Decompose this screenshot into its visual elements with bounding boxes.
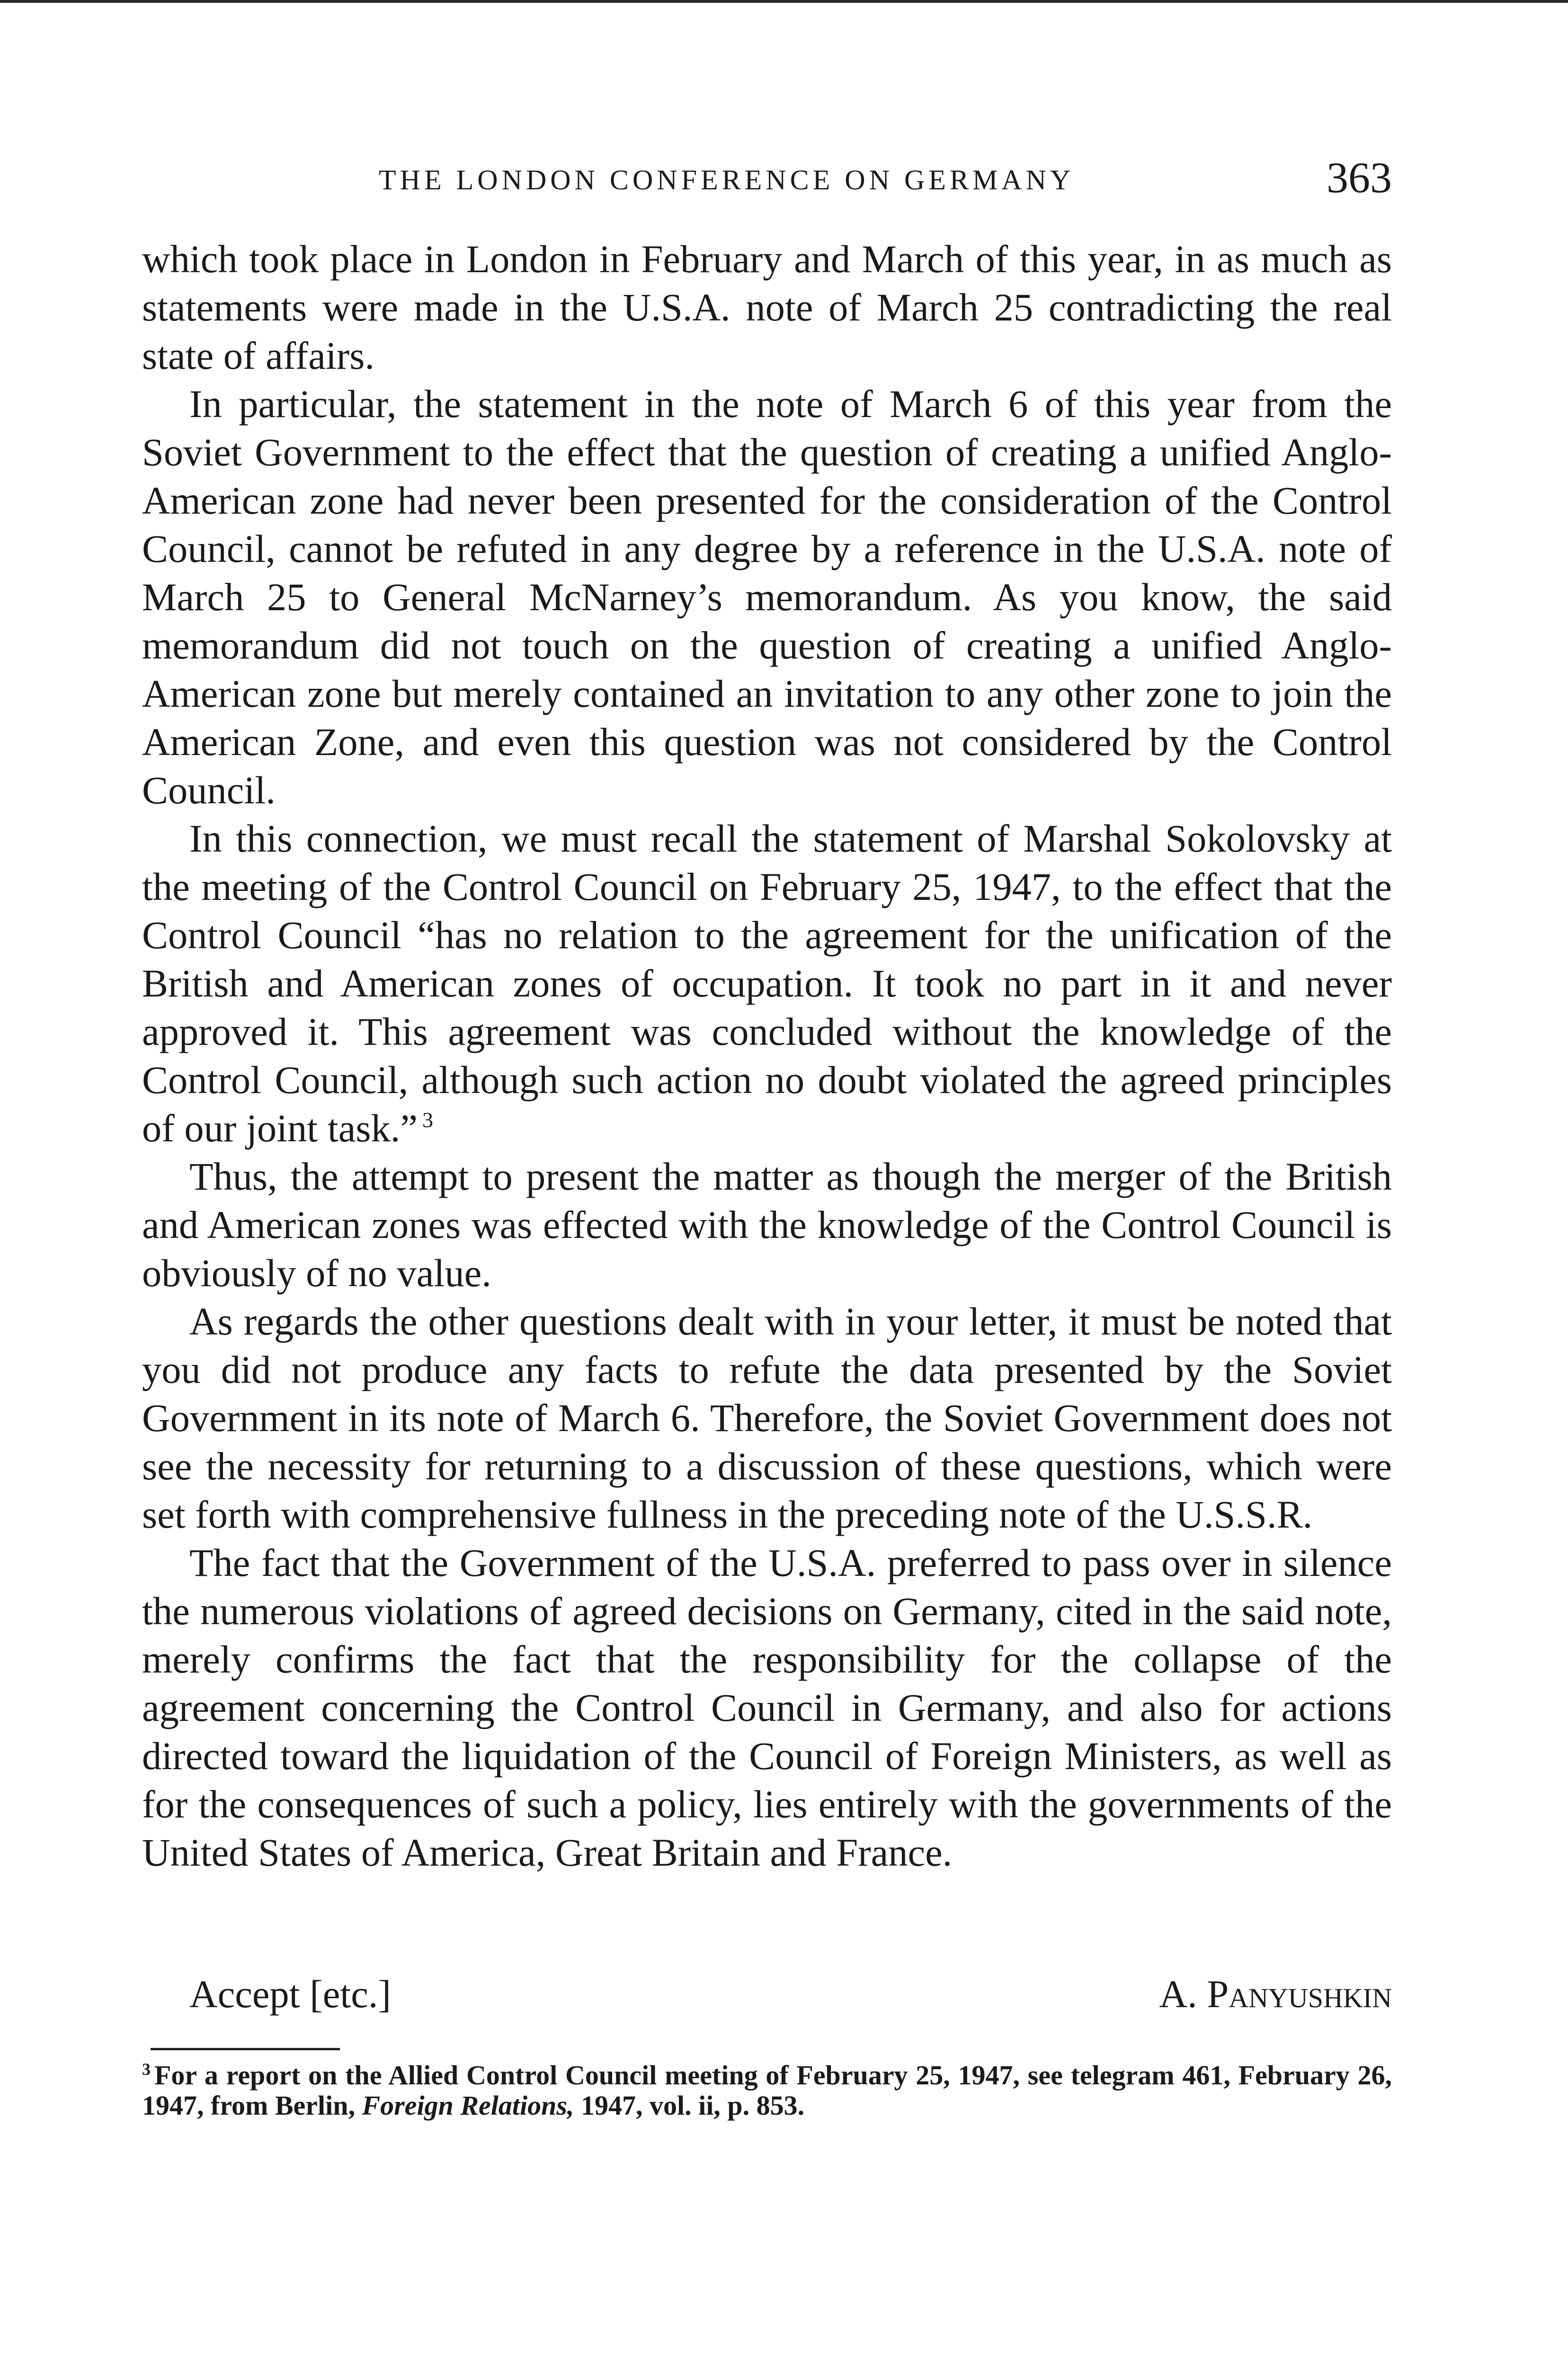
footnote-mark: 3 — [142, 2060, 151, 2079]
page-number: 363 — [1327, 153, 1392, 202]
footnote-text-after: 1947, vol. ii, p. 853. — [580, 2090, 805, 2121]
paragraph-continuation: which took place in London in February and March of this year, in as much as statements were made in the U.S.A. note of March 25 contradicting the real state of affairs. — [142, 237, 1392, 377]
paragraph-sokolovsky-text: In this connection, we must recall the statement of Marshal Sokolovsky at the meeting of the Control Council on February 25, 1947, to the effect that the Control Council “has no relation to the agreement for the unification of the British and American zones of occupation. It took no part in it and never approved it. This agreement was concluded without the knowledge of the Control Council, although such action no doubt violated the agreed principles of our joint task.” — [142, 817, 1392, 1150]
paragraph-responsibility: The fact that the Government of the U.S.A. preferred to pass over in silence the numerous violations of agreed decisions on Germany, cited in the said note, merely confirms the fact that the responsibility for the collapse of the agreement concerning the Control Council in Germany, and also for actions directed toward the liquidation of the Council of Foreign Ministers, as well as for the consequences of such a policy, lies entirely with the governments of the United States of America, Great Britain and France. — [142, 1541, 1392, 1874]
footnote-reference: 3 — [422, 1108, 433, 1132]
body-text — [142, 235, 1392, 1877]
running-head — [142, 152, 1392, 205]
running-title: THE LONDON CONFERENCE ON GERMANY — [379, 164, 1075, 196]
footnote-rule — [151, 2048, 340, 2050]
signature: A. Panyushkin — [1159, 1972, 1392, 2016]
footnote-text-before: For a report on the Allied Control Council meeting of February 25, 1947, see telegram 461, February 26, 1947, from Berlin, — [142, 2060, 1392, 2121]
accept-formula: Accept [etc.] — [189, 1972, 391, 2016]
paragraph-sokolovsky-statement — [142, 814, 1392, 1152]
paragraph-merger: Thus, the attempt to present the matter as though the merger of the British and American zones was effected with the knowledge of the Control Council is obviously of no value. — [142, 1155, 1392, 1295]
paragraph-other-questions: As regards the other questions dealt with in your letter, it must be noted that you did not produce any facts to refute the data presented by the Soviet Government in its note of March 6. Therefore, the Soviet Government does not see the necessity for returning to a discussion of these questions, which were set forth with comprehensive fullness in the preceding note of the U.S.S.R. — [142, 1299, 1392, 1536]
paragraph-control-council: In particular, the statement in the note of March 6 of this year from the Soviet Government to the effect that the question of creating a unified Anglo-American zone had never been presented for the consideration of the Control Council, cannot be refuted in any degree by a reference in the U.S.A. note of March 25 to General McNarney’s memorandum. As you know, the said memorandum did not touch on the question of creating a unified Anglo-American zone but merely contained an invitation to any other zone to join the American Zone, and even this question was not considered by the Control Council. — [142, 382, 1392, 812]
footnote — [142, 2060, 1392, 2121]
top-border-rule — [0, 0, 1568, 3]
footnote-publication: Foreign Relations, — [362, 2090, 574, 2121]
closing-line — [142, 1971, 1392, 2023]
